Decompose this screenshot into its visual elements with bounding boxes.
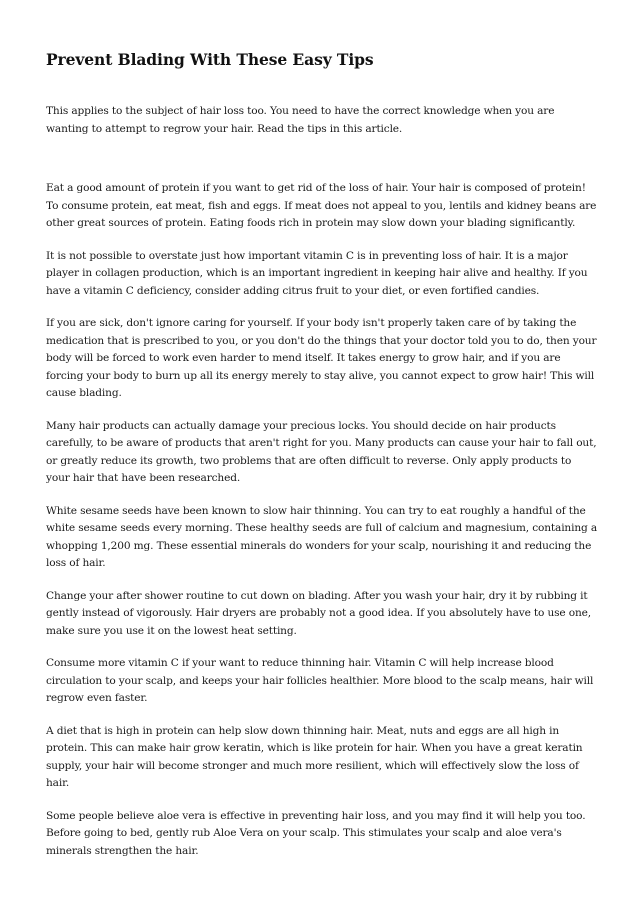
paragraph-vitamin-c: It is not possible to overstate just how important vitamin C is in preventing loss of hair. It is a major player in collagen production, which is an important ingredient in keeping hair alive and healthy. If you have a vitamin C deficiency, consider adding citrus fruit to your diet, or even fortified candies. <box>46 249 588 297</box>
paragraph-aloe-vera: Some people believe aloe vera is effective in preventing hair loss, and you may find it will help you too. Before going to bed, gently rub Aloe Vera on your scalp. This stimulates your scalp and aloe vera's minerals strengthen the hair. <box>46 809 586 857</box>
paragraph-protein: Eat a good amount of protein if you want to get rid of the loss of hair. Your hair is composed of protein! To consume protein, eat meat, fish and eggs. If meat does not appeal to you, lentils and kidney beans are other great sources of protein. Eating foods rich in protein may slow down your blading significantly. <box>46 182 597 229</box>
document-title: Prevent Blading With These Easy Tips <box>46 50 374 69</box>
paragraph-vitamin-c-circulation: Consume more vitamin C if your want to reduce thinning hair. Vitamin C will help increase blood circulation to your scalp, and keeps your hair follicles healthier. More blood to the scalp means, hair will regrow even faster. <box>46 657 594 704</box>
paragraph-shower-routine: Change your after shower routine to cut down on blading. After you wash your hair, dry it by rubbing it gently instead of vigorously. Hair dryers are probably not a good idea. If you absolutely have to use one, make sure you use it on the lowest heat setting. <box>46 589 592 637</box>
paragraph-sick: If you are sick, don't ignore caring for yourself. If your body isn't properly taken care of by taking the medication that is prescribed to you, or you don't do the things that your doctor told you to do, then your body will be forced to work even harder to mend itself. It takes energy to grow hair, and if you are forcing your body to burn up all its energy merely to stay alive, you cannot expect to grow hair! This will cause blading. <box>46 317 597 399</box>
paragraph-protein-diet: A diet that is high in protein can help slow down thinning hair. Meat, nuts and eggs are all high in protein. This can make hair grow keratin, which is like protein for hair. When you have a great keratin supply, your hair will become stronger and much more resilient, which will effectively slow the loss of hair. <box>46 724 583 789</box>
paragraph-hair-products: Many hair products can actually damage your precious locks. You should decide on hair products carefully, to be aware of products that aren't right for you. Many products can cause your hair to fall out, or greatly reduce its growth, two problems that are often difficult to reverse. Only apply products to your hair that have been researched. <box>46 419 597 484</box>
intro-paragraph: This applies to the subject of hair loss too. You need to have the correct knowledge when you are wanting to attempt to regrow your hair. Read the tips in this article. <box>46 105 555 135</box>
intro-section <box>46 103 598 153</box>
article-body <box>46 180 598 875</box>
paragraph-sesame-seeds: White sesame seeds have been known to slow hair thinning. You can try to eat roughly a handful of the white sesame seeds every morning. These healthy seeds are full of calcium and magnesium, containing a whopping 1,200 mg. These essential minerals do wonders for your scalp, nourishing it and reducing the loss of hair. <box>46 504 598 569</box>
